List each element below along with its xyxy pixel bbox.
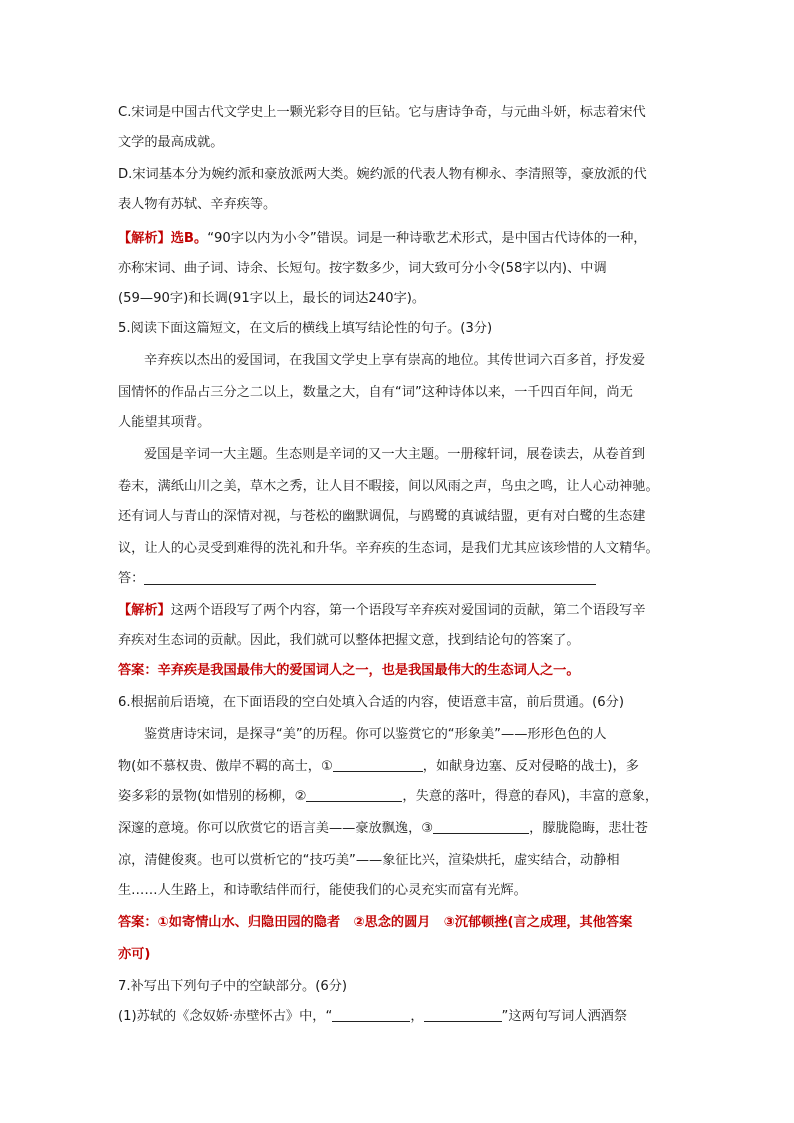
- option-d-line-2: 表人物有苏轼、辛弃疾等。: [118, 197, 277, 212]
- answer-blank-line[interactable]: [144, 572, 596, 585]
- answer-prompt: 答：: [118, 571, 145, 586]
- analysis-label: 【解析】选B。: [118, 231, 208, 246]
- analysis-text: “90字以内为小令”错误。词是一种诗歌艺术形式，是中国古代诗体的一种，: [207, 231, 647, 246]
- q5-analysis-line-2: 弃疾对生态词的贡献。因此，我们就可以整体把握文意，找到结论句的答案了。: [118, 633, 580, 648]
- q6-passage-line: 姿多彩的景物(如惜别的杨柳，② ，失意的落叶，得意的春风)，丰富的意象，: [118, 789, 659, 804]
- q6-answer-line-1: 答案：①如寄情山水、归隐田园的隐者 ②思念的圆月 ③沉郁顿挫(言之成理，其他答案: [118, 915, 633, 930]
- q6-stem: 6.根据前后语境，在下面语段的空白处填入合适的内容，使语意丰富，前后贯通。(6分): [118, 695, 625, 710]
- option-c-line-2: 文学的最高成就。: [118, 135, 224, 150]
- q6-answer-line-2: 亦可): [118, 947, 151, 962]
- q5-passage-line: 国情怀的作品占三分之二以上，数量之大，自有“词”这种诗体以来，一千四百年间，尚无: [118, 385, 633, 400]
- q5-passage-line: 还有词人与青山的深情对视，与苍松的幽默调侃，与鸥鹭的真诚结盟，更有对白鹭的生态建: [118, 509, 646, 524]
- q5-stem: 5.阅读下面这篇短文，在文后的横线上填写结论性的句子。(3分): [118, 321, 493, 336]
- analysis-text: 这两个语段写了两个内容，第一个语段写辛弃疾对爱国词的贡献，第二个语段写辛: [170, 603, 646, 618]
- q5-passage-line: 辛弃疾以杰出的爱国词，在我国文学史上享有崇高的地位。其传世词六百多首，抒发爱: [144, 353, 646, 368]
- q6-passage-line: 凉，清健俊爽。也可以赏析它的“技巧美”——象征比兴，渲染烘托，虚实结合，动静相: [118, 853, 620, 868]
- q6-passage-line: 深邃的意境。你可以欣赏它的语言美——豪放飘逸，③ ，朦胧隐晦，悲壮苍: [118, 821, 648, 836]
- q7-item-1: (1)苏轼的《念奴娇·赤壁怀古》中，“ ， ”这两句写词人洒酒祭: [118, 1009, 628, 1024]
- q6-passage-line: 鉴赏唐诗宋词，是探寻“美”的历程。你可以鉴赏它的“形象美”——形形色色的人: [144, 727, 607, 742]
- q5-passage-line: 议，让人的心灵受到难得的洗礼和升华。辛弃疾的生态词，是我们尤其应该珍惜的人文精华。: [118, 541, 659, 556]
- analysis-label: 【解析】: [118, 603, 171, 618]
- option-c-line-1: C.宋词是中国古代文学史上一颗光彩夺目的巨钻。它与唐诗争奇，与元曲斗妍，标志着宋代: [118, 105, 646, 120]
- q5-passage-line: 卷末，满纸山川之美，草木之秀，让人目不暇接，间以风雨之声，鸟虫之鸣，让人心动神驰。: [118, 479, 659, 494]
- q4-analysis-line-2: 亦称宋词、曲子词、诗余、长短句。按字数多少，词大致可分小令(58字以内)、中调: [118, 261, 607, 276]
- q6-passage-line: 生……人生路上，和诗歌结伴而行，能使我们的心灵充实而富有光辉。: [118, 883, 527, 898]
- q7-stem: 7.补写出下列句子中的空缺部分。(6分): [118, 979, 348, 994]
- fill-blank-q7-1[interactable]: [332, 1009, 410, 1022]
- q5-analysis-line-1: [118, 602, 646, 620]
- fill-blank-q7-2[interactable]: [424, 1009, 502, 1022]
- q6-passage-line: 物(如不慕权贵、傲岸不羁的高士，① ，如献身边塞、反对侵略的战士)，多: [118, 759, 639, 774]
- q5-answer: 答案：辛弃疾是我国最伟大的爱国词人之一，也是我国最伟大的生态词人之一。: [118, 663, 580, 678]
- fill-blank-3[interactable]: [433, 821, 529, 834]
- q5-passage-line: 爱国是辛词一大主题。生态则是辛词的又一大主题。一册稼轩词，展卷读去，从卷首到: [144, 447, 646, 462]
- fill-blank-1[interactable]: [333, 759, 423, 772]
- option-d-line-1: D.宋词基本分为婉约派和豪放派两大类。婉约派的代表人物有柳永、李清照等，豪放派的代: [118, 167, 647, 182]
- q4-analysis-line-1: [118, 230, 646, 248]
- fill-blank-2[interactable]: [306, 789, 402, 802]
- q5-passage-line: 人能望其项背。: [118, 415, 211, 430]
- q5-answer-row: [118, 570, 596, 588]
- q4-analysis-line-3: (59—90字)和长调(91字以上，最长的词达240字)。: [118, 291, 426, 306]
